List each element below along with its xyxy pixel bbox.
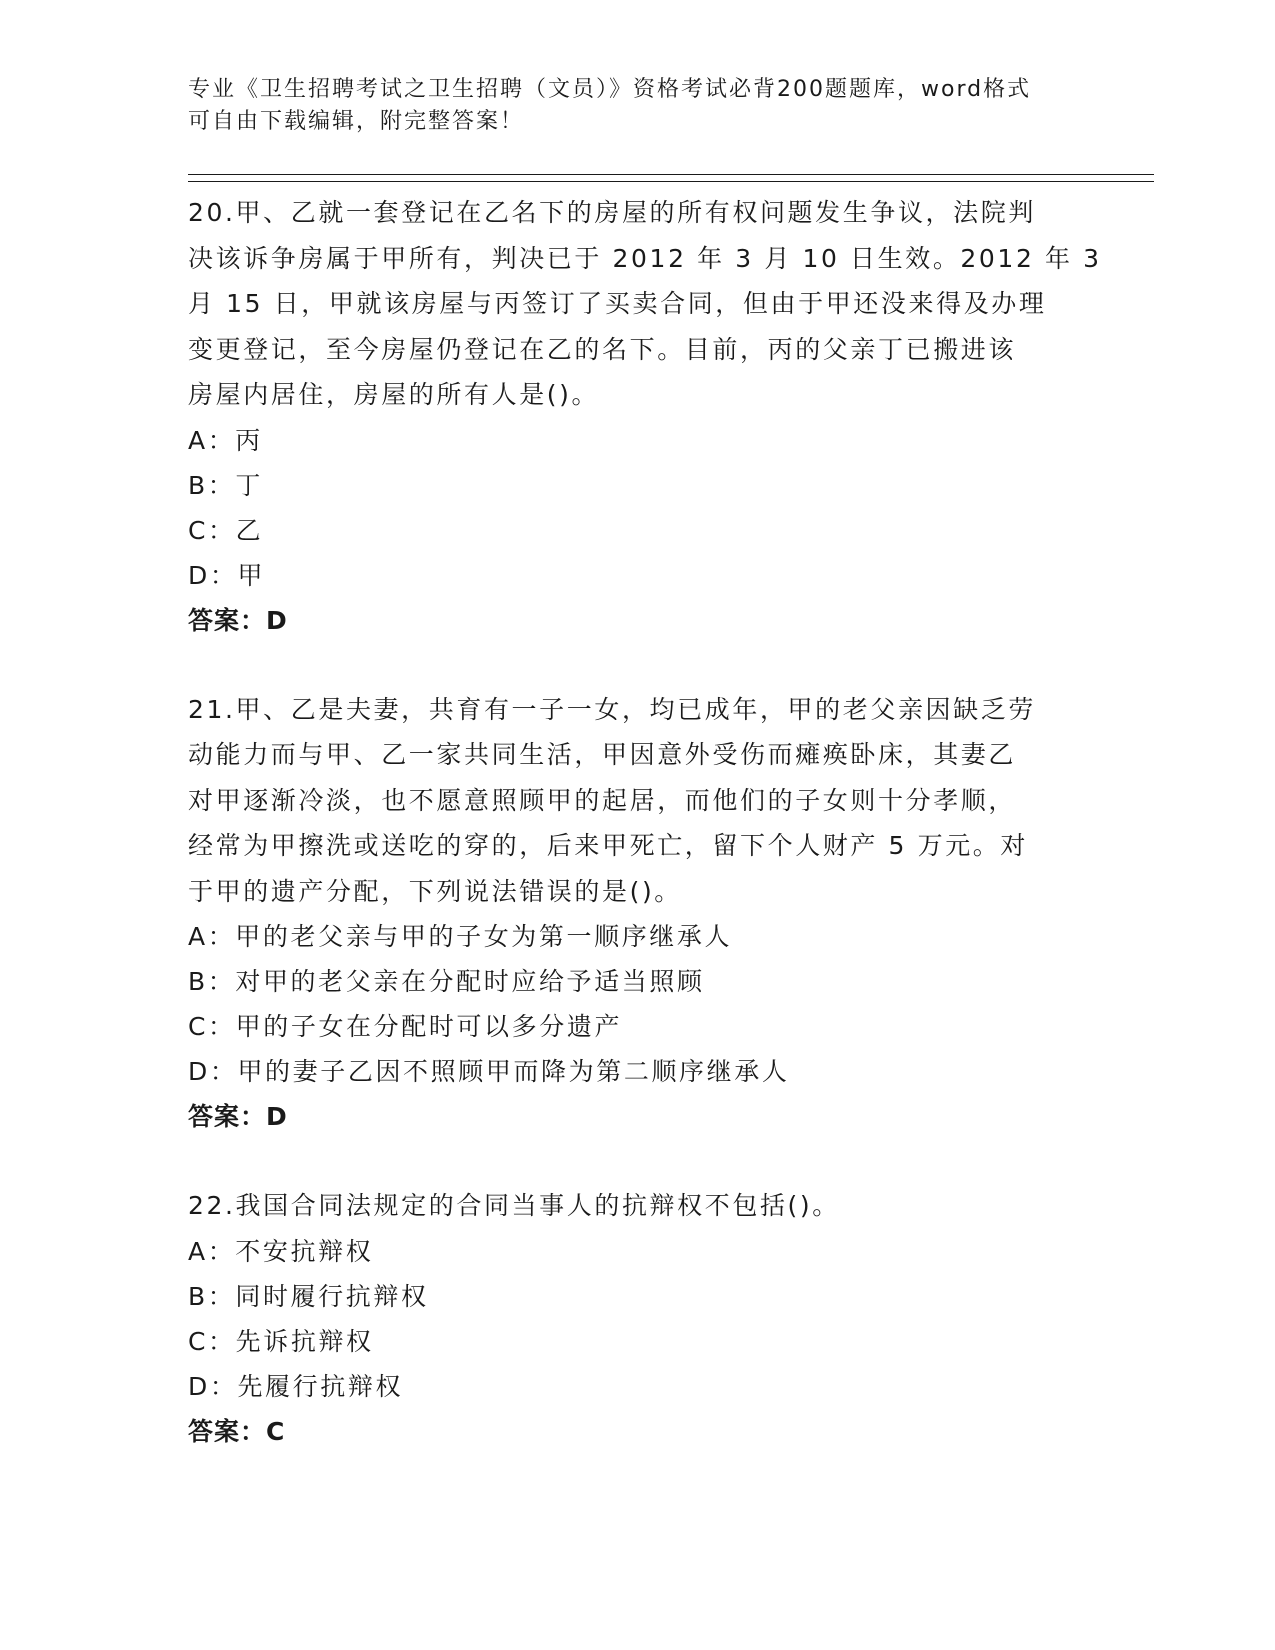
header-line: 专业《卫生招聘考试之卫生招聘（文员）》资格考试必背200题题库，word格式 — [188, 77, 1032, 102]
stem-line: 21.甲、乙是夫妻，共育有一子一女，均已成年，甲的老父亲因缺乏劳 — [188, 694, 1036, 724]
stem-line: 变更登记，至今房屋仍登记在乙的名下。目前，丙的父亲丁已搬进该 — [188, 334, 1017, 364]
option-c: C：先诉抗辩权 — [188, 1326, 374, 1356]
stem-line: 动能力而与甲、乙一家共同生活，甲因意外受伤而瘫痪卧床，其妻乙 — [188, 740, 1017, 769]
stem-line: 决该诉争房属于甲所有，判决已于 2012 年 3 月 10 日生效。2012 年 3 — [188, 243, 1102, 273]
header-divider-thick — [188, 181, 1154, 182]
stem-line: 22.我国合同法规定的合同当事人的抗辩权不包括()。 — [188, 1191, 840, 1220]
option-c: C：甲的子女在分配时可以多分遗产 — [188, 1012, 623, 1041]
answer-line: 答案：C — [188, 1416, 286, 1446]
question-spacer — [188, 644, 1088, 687]
question-21 — [188, 687, 1088, 1141]
option-d: D：甲 — [188, 560, 266, 590]
option-a: A：甲的老父亲与甲的子女为第一顺序继承人 — [188, 922, 733, 951]
question-stem — [188, 190, 1102, 418]
stem-line: 于甲的遗产分配，下列说法错误的是()。 — [188, 876, 682, 906]
question-22 — [188, 1183, 1088, 1455]
document-header — [188, 74, 1068, 138]
option-b: B：丁 — [188, 470, 263, 500]
header-line: 可自由下载编辑，附完整答案！ — [188, 109, 525, 134]
answer-line: 答案：D — [188, 605, 288, 635]
question-20 — [188, 190, 1102, 644]
option-d: D：先履行抗辩权 — [188, 1371, 404, 1401]
option-d: D：甲的妻子乙因不照顾甲而降为第二顺序继承人 — [188, 1057, 790, 1086]
answer-line: 答案：D — [188, 1102, 288, 1131]
stem-line: 对甲逐渐冷淡，也不愿意照顾甲的起居，而他们的子女则十分孝顺， — [188, 785, 1017, 815]
question-stem — [188, 687, 1088, 915]
question-list — [188, 190, 1102, 1455]
stem-line: 房屋内居住，房屋的所有人是()。 — [188, 380, 600, 409]
stem-line: 经常为甲擦洗或送吃的穿的，后来甲死亡，留下个人财产 5 万元。对 — [188, 831, 1029, 860]
question-stem — [188, 1183, 1088, 1229]
stem-line: 月 15 日，甲就该房屋与丙签订了买卖合同，但由于甲还没来得及办理 — [188, 289, 1047, 318]
option-a: A：丙 — [188, 425, 263, 455]
stem-line: 20.甲、乙就一套登记在乙名下的房屋的所有权问题发生争议，法院判 — [188, 198, 1036, 227]
option-a: A：不安抗辩权 — [188, 1236, 374, 1266]
option-c: C：乙 — [188, 515, 264, 545]
question-spacer — [188, 1140, 1088, 1183]
option-b: B：同时履行抗辩权 — [188, 1281, 429, 1311]
header-divider-thin — [188, 174, 1154, 175]
option-b: B：对甲的老父亲在分配时应给予适当照顾 — [188, 967, 705, 996]
